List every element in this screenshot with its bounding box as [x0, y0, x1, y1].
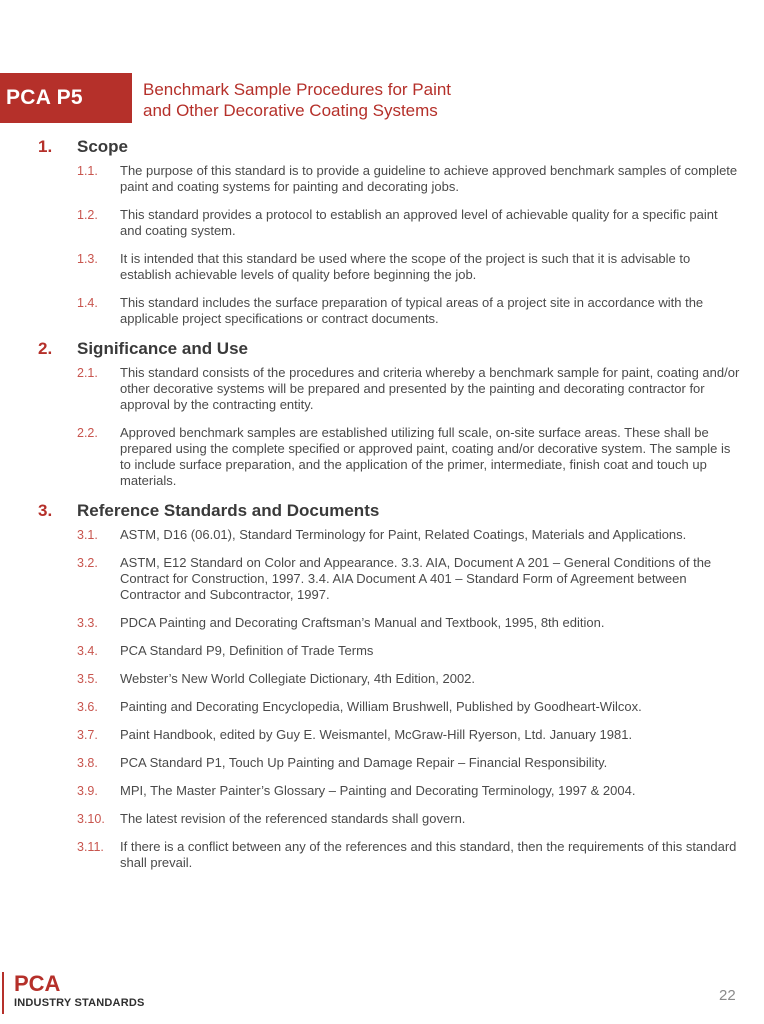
list-item — [0, 527, 764, 543]
item-number: 3.8. — [77, 756, 98, 770]
section-heading — [0, 501, 764, 527]
list-item — [0, 839, 764, 871]
list-item — [0, 783, 764, 799]
list-item — [0, 671, 764, 687]
list-item — [0, 615, 764, 631]
list-item — [0, 555, 764, 603]
list-item — [0, 163, 764, 195]
item-text: PDCA Painting and Decorating Craftsman’s Manual and Textbook, 1995, 8th edition. — [120, 615, 605, 630]
list-item — [0, 811, 764, 827]
item-text: This standard provides a protocol to establish an approved level of achievable quality for a specific paint and coating system. — [120, 207, 718, 238]
section-2 — [0, 339, 764, 489]
section-number: 3. — [38, 501, 53, 520]
section-3 — [0, 501, 764, 871]
item-text: If there is a conflict between any of the references and this standard, then the requirements of this standard shall prevail. — [120, 839, 737, 870]
item-number: 1.4. — [77, 296, 98, 310]
list-item — [0, 755, 764, 771]
item-number: 2.2. — [77, 426, 98, 440]
list-item — [0, 699, 764, 715]
section-heading — [0, 137, 764, 163]
section-number: 2. — [38, 339, 53, 358]
section-title: Reference Standards and Documents — [77, 501, 380, 520]
item-number: 3.7. — [77, 728, 98, 742]
logo-industry-standards-text: INDUSTRY STANDARDS — [14, 997, 145, 1009]
document-title-line-2: and Other Decorative Coating Systems — [143, 101, 438, 120]
item-text: ASTM, E12 Standard on Color and Appearance. 3.3. AIA, Document A 201 – General Conditions of the Contract for Construction, 1997. 3.4. AIA Document A 401 – Standard Form of Agreement between Contractor and Subcontractor, 1997. — [120, 555, 712, 602]
page-number: 22 — [719, 987, 736, 1004]
item-number: 3.9. — [77, 784, 98, 798]
document-body — [0, 137, 764, 883]
item-number: 3.10. — [77, 812, 105, 826]
badge-label: PCA P5 — [6, 86, 83, 109]
logo-pca-text: PCA — [14, 971, 61, 996]
section-title: Significance and Use — [77, 339, 248, 358]
document-title — [143, 79, 563, 121]
item-number: 3.3. — [77, 616, 98, 630]
item-text: Approved benchmark samples are established utilizing full scale, on-site surface areas. These shall be prepared using the complete specified or approved paint, coating and/or decorative system. The sample is to include surface preparation, and the application of the primer, intermediate, finish coat and touch up materials. — [120, 425, 731, 488]
item-number: 3.1. — [77, 528, 98, 542]
list-item — [0, 425, 764, 489]
standard-code-badge — [0, 73, 132, 123]
list-item — [0, 295, 764, 327]
item-number: 3.5. — [77, 672, 98, 686]
item-text: PCA Standard P9, Definition of Trade Terms — [120, 643, 374, 658]
item-text: Painting and Decorating Encyclopedia, William Brushwell, Published by Goodheart-Wilcox. — [120, 699, 642, 714]
item-text: This standard consists of the procedures and criteria whereby a benchmark sample for paint, coating and/or other decorative systems will be prepared and presented by the painting and decorating contractor for approval by the contracting entity. — [120, 365, 740, 412]
item-text: The latest revision of the referenced standards shall govern. — [120, 811, 466, 826]
item-text: Webster’s New World Collegiate Dictionary, 4th Edition, 2002. — [120, 671, 476, 686]
section-1 — [0, 137, 764, 327]
item-text: The purpose of this standard is to provide a guideline to achieve approved benchmark samples of complete paint and coating systems for painting and decorating jobs. — [120, 163, 738, 194]
item-number: 3.11. — [77, 840, 104, 854]
section-number: 1. — [38, 137, 53, 156]
item-number: 3.4. — [77, 644, 98, 658]
item-number: 1.2. — [77, 208, 98, 222]
section-title: Scope — [77, 137, 129, 156]
list-item — [0, 643, 764, 659]
list-item — [0, 207, 764, 239]
item-text: Paint Handbook, edited by Guy E. Weismantel, McGraw-Hill Ryerson, Ltd. January 1981. — [120, 727, 633, 742]
item-number: 1.1. — [77, 164, 98, 178]
list-item — [0, 727, 764, 743]
item-text: PCA Standard P1, Touch Up Painting and Damage Repair – Financial Responsibility. — [120, 755, 608, 770]
list-item — [0, 251, 764, 283]
item-text: MPI, The Master Painter’s Glossary – Painting and Decorating Terminology, 1997 & 2004. — [120, 783, 636, 798]
item-text: This standard includes the surface preparation of typical areas of a project site in accordance with the applicable project specifications or contract documents. — [120, 295, 704, 326]
item-text: It is intended that this standard be used where the scope of the project is such that it is advisable to establish achievable levels of quality before beginning the job. — [120, 251, 691, 282]
document-title-line-1: Benchmark Sample Procedures for Paint — [143, 80, 452, 99]
section-heading — [0, 339, 764, 365]
list-item — [0, 365, 764, 413]
item-text: ASTM, D16 (06.01), Standard Terminology for Paint, Related Coatings, Materials and Applications. — [120, 527, 687, 542]
item-number: 3.6. — [77, 700, 98, 714]
item-number: 3.2. — [77, 556, 98, 570]
item-number: 2.1. — [77, 366, 98, 380]
item-number: 1.3. — [77, 252, 98, 266]
pca-logo — [2, 972, 145, 1014]
